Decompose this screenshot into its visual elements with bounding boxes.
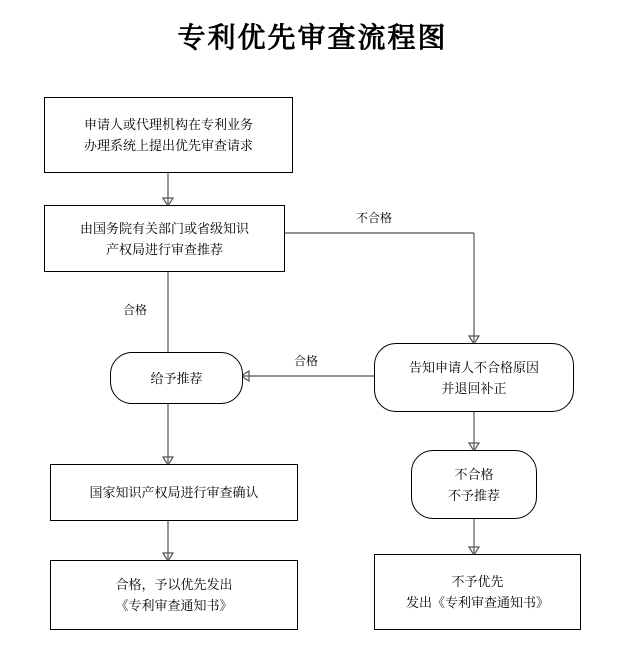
node-apply[interactable] (44, 97, 293, 173)
node-fail-result-line-1: 不予优先 (451, 574, 504, 589)
node-notify-line-2: 并退回补正 (441, 380, 507, 396)
page-title: 专利优先审查流程图 (177, 23, 448, 54)
node-apply-line-1: 申请人或代理机构在专利业务 (83, 117, 253, 132)
node-fail-result[interactable] (374, 554, 581, 630)
node-pass-result[interactable] (50, 560, 298, 630)
node-pass-result-line-1: 合格，予以优先发出 (115, 577, 233, 592)
edge-label-pass-middle: 合格 (294, 354, 319, 368)
node-apply-line-2: 办理系统上提出优先审查请求 (83, 138, 253, 153)
node-fail-no-recommend-line-1: 不合格 (454, 466, 494, 482)
node-confirm[interactable] (50, 464, 298, 521)
node-pass-result-line-2: 《专利审查通知书》 (115, 598, 233, 613)
node-review-line-2: 产权局进行审查推荐 (105, 241, 223, 257)
node-notify[interactable] (374, 343, 574, 412)
edge-label-pass-left: 合格 (123, 303, 148, 317)
node-recommend[interactable] (110, 352, 243, 404)
node-fail-no-recommend[interactable] (411, 450, 537, 519)
node-review-line-1: 由国务院有关部门或省级知识 (79, 220, 249, 236)
node-fail-result-line-2: 发出《专利审查通知书》 (405, 595, 549, 610)
edge-label-fail-top: 不合格 (356, 211, 393, 225)
node-fail-no-recommend-line-2: 不予推荐 (447, 487, 500, 503)
node-recommend-line-1: 给予推荐 (150, 370, 203, 386)
node-confirm-line-1: 国家知识产权局进行审查确认 (89, 485, 259, 500)
node-review[interactable] (44, 205, 285, 272)
node-notify-line-1: 告知申请人不合格原因 (408, 359, 539, 375)
